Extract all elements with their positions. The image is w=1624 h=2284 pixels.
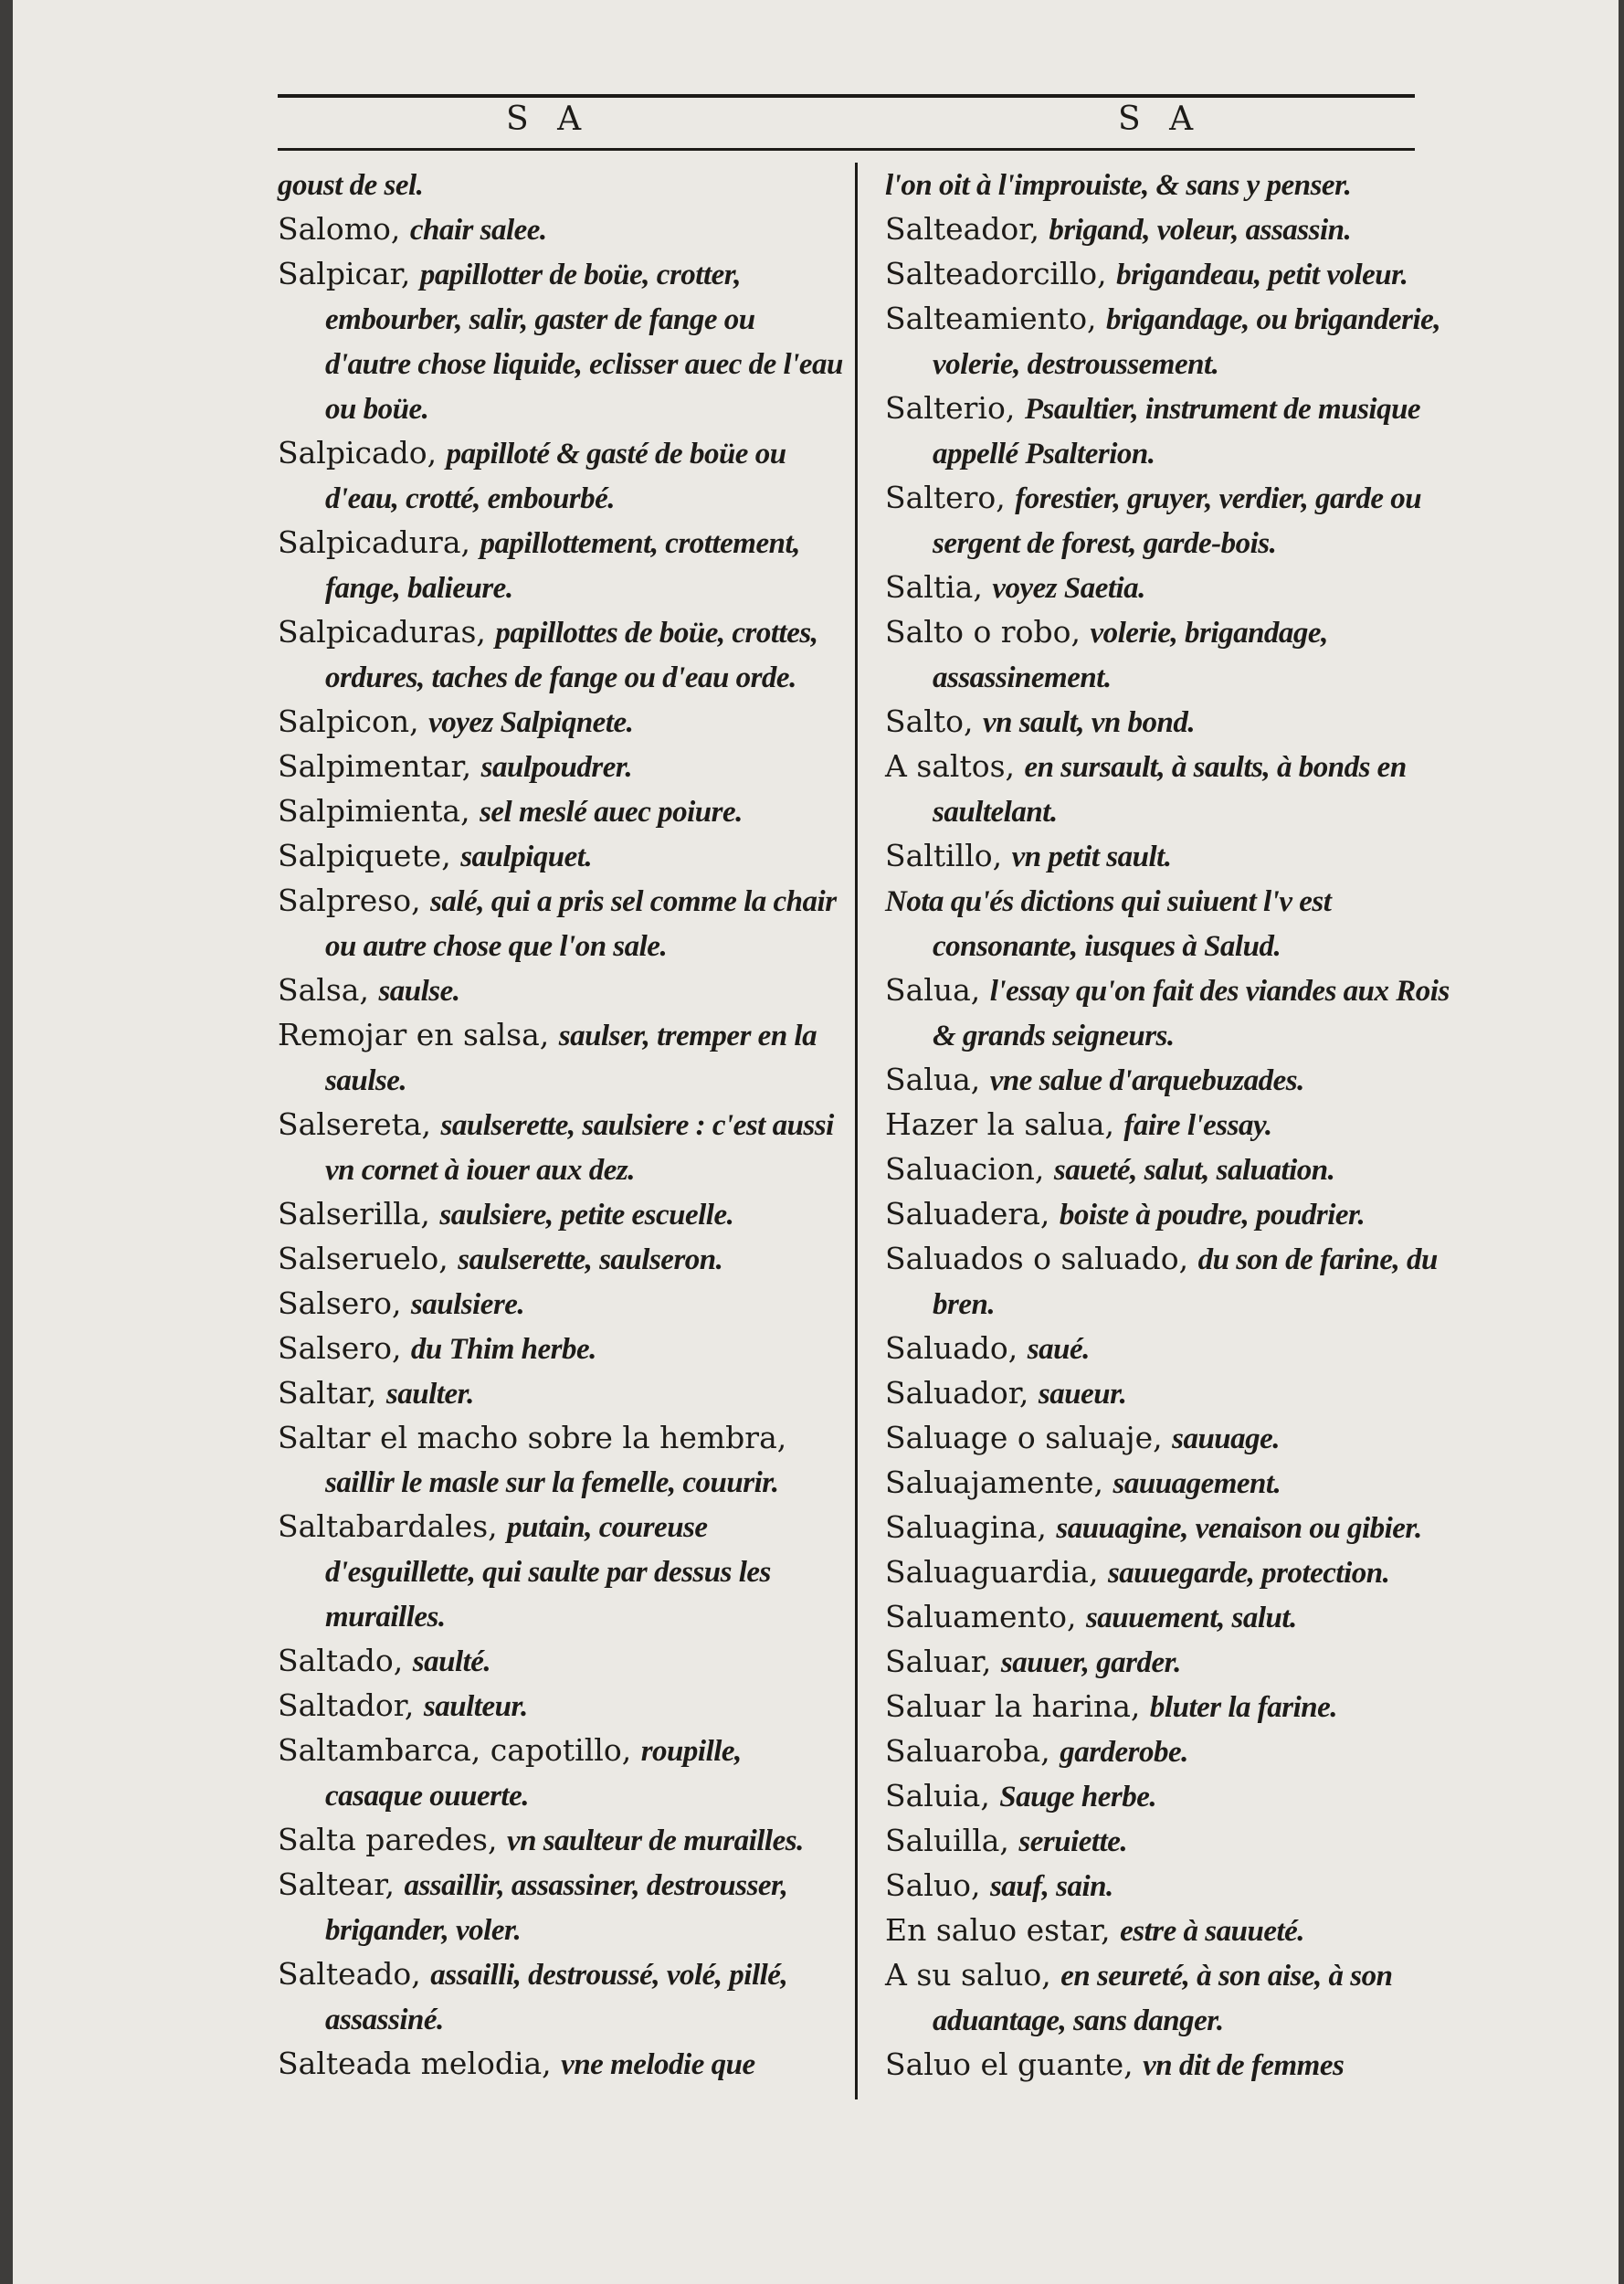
entry: Saluar la harina, bluter la farine. (885, 1688, 1338, 1724)
entry: Salpicadura, papillottement, crottement, fange, balieure. (278, 524, 800, 605)
entry: Salteadorcillo, brigandeau, petit voleur. (885, 256, 1408, 291)
entry: Saluia, Sauge herbe. (885, 1778, 1157, 1813)
entry: Saltabardales, putain, coureuse d'esguillette, qui saulte par dessus les murailles. (278, 1508, 771, 1634)
entry: Saltambarca, capotillo, roupille, casaque ouuerte. (278, 1732, 742, 1813)
entry: Salseruelo, saulserette, saulseron. (278, 1241, 723, 1276)
entry: Salsero, du Thim herbe. (278, 1330, 596, 1366)
entry: Saluado, saué. (885, 1330, 1090, 1366)
entry: Saluamento, sauuement, salut. (885, 1599, 1297, 1634)
entry: Salpreso, salé, qui a pris sel comme la chair ou autre chose que l'on sale. (278, 883, 837, 963)
entry: Salteamiento, brigandage, ou briganderie, volerie, destroussement. (885, 301, 1441, 381)
entry: Saluo el guante, vn dit de femmes (885, 2046, 1345, 2082)
entry: Saluagina, sauuagine, venaison ou gibier. (885, 1509, 1422, 1545)
entry: Salserilla, saulsiere, petite escuelle. (278, 1196, 734, 1232)
entry: Nota qu'és dictions qui suiuent l'v est consonante, iusques à Salud. (885, 885, 1332, 963)
entry: En saluo estar, estre à sauueté. (885, 1912, 1305, 1948)
entry: Salta paredes, vn saulteur de murailles. (278, 1822, 804, 1857)
entry: Saltar, saulter. (278, 1375, 474, 1411)
entry: Salteada melodia, vne melodie que (278, 2046, 755, 2081)
entry: Salua, l'essay qu'on fait des viandes aux Rois & grands seigneurs. (885, 972, 1450, 1052)
entry: Saluajamente, sauuagement. (885, 1465, 1281, 1500)
entry: Salpimienta, sel meslé auec poiure. (278, 793, 743, 829)
entry: Saluaguardia, sauuegarde, protection. (885, 1554, 1390, 1590)
left-column (278, 163, 844, 2087)
entry: Salterio, Psaultier, instrument de musique appellé Psalterion. (885, 390, 1421, 471)
entry: Saluilla, seruiette. (885, 1823, 1128, 1858)
header-rule-top (278, 94, 1415, 98)
entry: Saltillo, vn petit sault. (885, 838, 1172, 873)
right-column (885, 163, 1470, 2088)
entry: Saluar, sauuer, garder. (885, 1644, 1181, 1679)
entry: Saltado, saulté. (278, 1643, 491, 1678)
entry: Saltar el macho sobre la hembra, saillir le masle sur la femelle, couurir. (278, 1420, 787, 1499)
entry: Salpimentar, saulpoudrer. (278, 748, 633, 784)
header-rule-bottom (278, 148, 1415, 151)
entry: l'on oit à l'improuiste, & sans y penser. (885, 169, 1352, 202)
entry: Remojar en salsa, saulser, tremper en la saulse. (278, 1017, 817, 1097)
header-right-mark: S A (1118, 100, 1203, 138)
entry: Hazer la salua, faire l'essay. (885, 1106, 1272, 1142)
entry: Saluaroba, garderobe. (885, 1733, 1188, 1769)
entry: Salpiquete, saulpiquet. (278, 838, 593, 873)
entry: Saluadera, boiste à poudre, poudrier. (885, 1196, 1366, 1232)
entry: Saltia, voyez Saetia. (885, 569, 1145, 605)
entry: Saluage o saluaje, sauuage. (885, 1420, 1281, 1455)
entry: Saltero, forestier, gruyer, verdier, garde ou sergent de forest, garde-bois. (885, 480, 1422, 560)
entry: A su saluo, en seureté, à son aise, à son aduantage, sans danger. (885, 1957, 1393, 2037)
entry: Saluacion, saueté, salut, saluation. (885, 1151, 1335, 1187)
entry: A saltos, en sursault, à saults, à bonds en saultelant. (885, 748, 1407, 829)
column-divider (855, 163, 858, 2099)
dictionary-page (13, 0, 1619, 2284)
entry: Salteado, assailli, destroussé, volé, pillé, assassiné. (278, 1956, 788, 2036)
entry: Salto o robo, volerie, brigandage, assassinement. (885, 614, 1328, 694)
entry: Salpicon, voyez Salpiqnete. (278, 703, 634, 739)
entry: Salsa, saulse. (278, 972, 460, 1008)
entry: Salua, vne salue d'arquebuzades. (885, 1062, 1304, 1097)
entry: Salsero, saulsiere. (278, 1285, 525, 1321)
entry: Saltear, assaillir, assassiner, destrousser, brigander, voler. (278, 1866, 788, 1947)
entry: Saluador, saueur. (885, 1375, 1127, 1411)
header-left-mark: S A (506, 100, 591, 138)
entry: Salpicaduras, papillottes de boüe, crottes, ordures, taches de fange ou d'eau orde. (278, 614, 818, 694)
entry: goust de sel. (278, 169, 424, 202)
entry: Salpicar, papillotter de boüe, crotter, embourber, salir, gaster de fange ou d'autre chose liquide, eclisser auec de l'eau ou boüe. (278, 256, 843, 426)
entry: Salsereta, saulserette, saulsiere : c'est aussi vn cornet à iouer aux dez. (278, 1106, 834, 1187)
entry: Salpicado, papilloté & gasté de boüe ou d'eau, crotté, embourbé. (278, 435, 786, 515)
entry: Saluo, sauf, sain. (885, 1867, 1113, 1903)
entry: Saluados o saluado, du son de farine, du bren. (885, 1241, 1438, 1321)
entry: Salto, vn sault, vn bond. (885, 703, 1196, 739)
entry: Salomo, chair salee. (278, 211, 547, 247)
entry: Saltador, saulteur. (278, 1687, 528, 1723)
entry: Salteador, brigand, voleur, assassin. (885, 211, 1352, 247)
